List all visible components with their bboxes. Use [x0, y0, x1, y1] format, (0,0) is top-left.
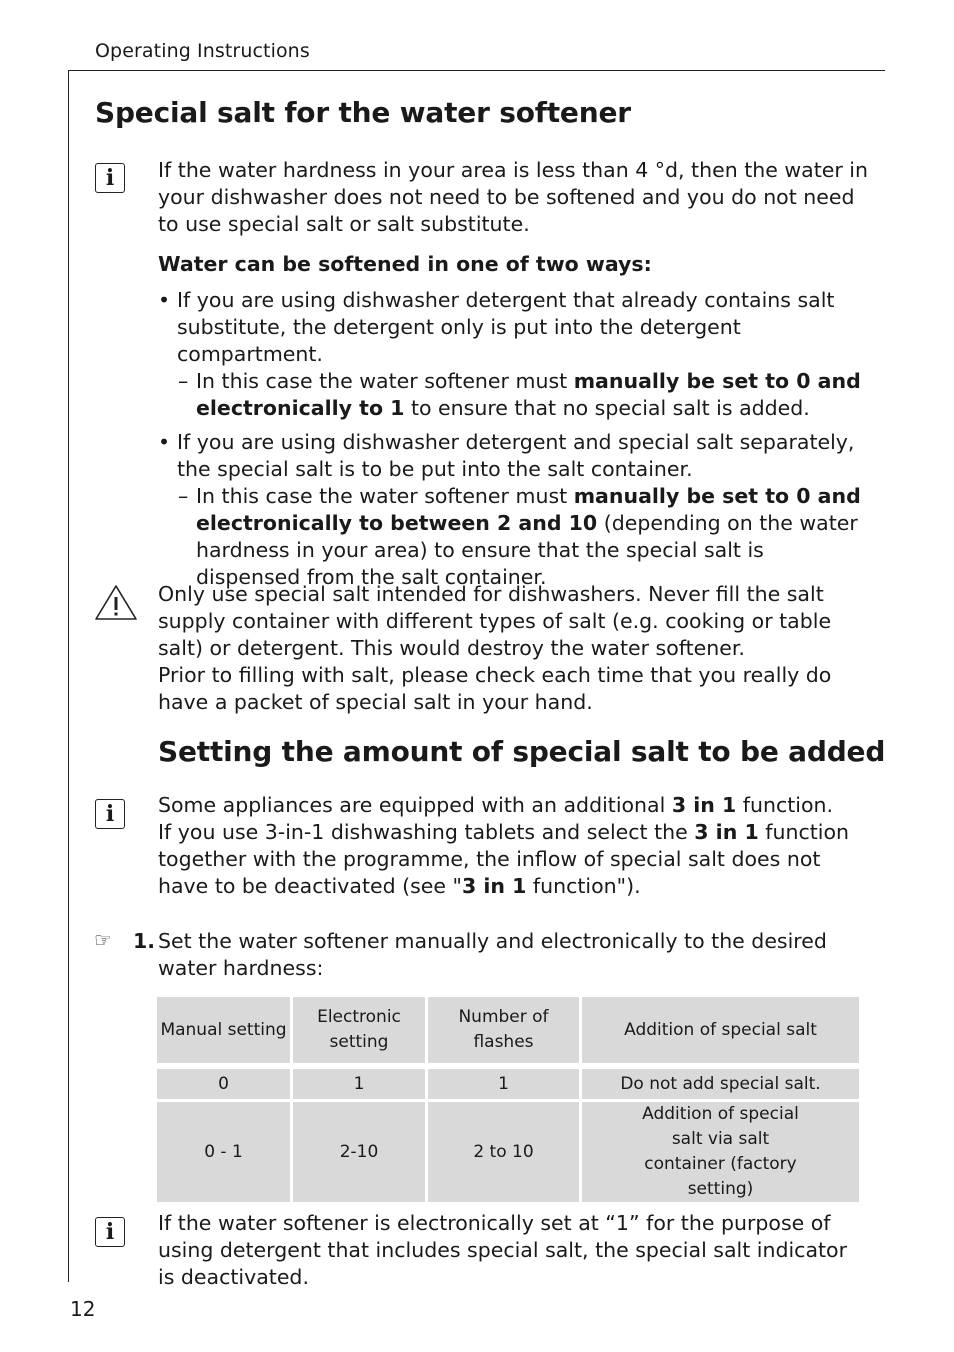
table-row [157, 1102, 859, 1202]
way1-bullet-text: If you are using dishwasher detergent that already contains salt substitute, the detergent only is put into the detergent compartment. [177, 288, 835, 366]
info-paragraph-indicator: If the water softener is electronically set at “1” for the purpose of using detergent that includes special salt, the special salt indicator is deactivated. [158, 1211, 848, 1289]
section-title-special-salt: Special salt for the water softener [95, 96, 631, 129]
warning-text-2: Prior to filling with salt, please check each time that you really do have a packet of special salt in your hand. [158, 663, 832, 714]
section-header-label: Operating Instructions [95, 40, 310, 62]
list-item-way2: • If you are using dishwasher detergent and special salt separately, the special salt is to be put into the salt container. [158, 430, 855, 481]
table-cell: 0 - 1 [157, 1102, 290, 1202]
margin-rule [68, 70, 69, 1282]
header-rule [68, 70, 885, 71]
table-cell: Do not add special salt. [579, 1069, 859, 1102]
way2-dash-post: (depending on the water hardness in your area) to ensure that the special salt is dispensed from the salt container. [196, 511, 858, 589]
table-cell: 1 [425, 1069, 579, 1102]
info-paragraph-3in1 [158, 792, 868, 900]
list-subitem-way1: – In this case the water softener must manually be set to 0 and electronically to 1 to ensure that no special salt is added. [178, 369, 861, 420]
way1-dash-bold: manually be set to 0 and electronically to 1 [196, 369, 861, 420]
info-icon: i [95, 1217, 125, 1247]
way1-dash-pre: In this case the water softener must [196, 369, 574, 393]
way2-bullet-text: If you are using dishwasher detergent and special salt separately, the special salt is to be put into the salt container. [177, 430, 855, 481]
way2-dash-pre: In this case the water softener must [196, 484, 574, 508]
step-text: Set the water softener manually and electronically to the desired water hardness: [158, 929, 827, 980]
table-header-row [157, 997, 859, 1063]
table-cell: 2-10 [290, 1102, 425, 1202]
table-cell: 0 [157, 1069, 290, 1102]
step-number: 1. [133, 929, 156, 953]
info-text-hardness: If the water hardness in your area is less than 4 °d, then the water in your dishwasher does not need to be softened and you do not need to use special salt or salt substitute. [158, 158, 868, 236]
warning-text-1: Only use special salt intended for dishwashers. Never fill the salt supply container with different types of salt (e.g. cooking or table salt) or detergent. This would destroy the water softener. [158, 582, 832, 660]
table-cell: 2 to 10 [425, 1102, 579, 1202]
section-title-setting-amount: Setting the amount of special salt to be added [158, 735, 886, 768]
warning-paragraph [158, 581, 868, 716]
page-number: 12 [70, 1297, 96, 1321]
table-header-cell: Manual setting [157, 997, 290, 1063]
info-3in1-line-a: Some appliances are equipped with an additional 3 in 1 function. [158, 793, 834, 817]
list-item-way1: • If you are using dishwasher detergent that already contains salt substitute, the detergent only is put into the detergent compartment. [158, 288, 835, 366]
water-softener-settings-table [157, 997, 859, 1202]
table-row [157, 1069, 859, 1102]
pointing-hand-icon: ☞ [94, 928, 112, 952]
warning-triangle-icon [94, 584, 138, 622]
way2-dash-bold: manually be set to 0 and electronically to between 2 and 10 [196, 484, 861, 535]
table-header-cell: Electronic setting [290, 997, 425, 1063]
info-paragraph-hardness [158, 157, 868, 238]
table-cell: 1 [290, 1069, 425, 1102]
info-icon: i [95, 799, 125, 829]
table-cell: Addition of special salt via salt container (factory setting) [579, 1102, 859, 1202]
way1-dash-post: to ensure that no special salt is added. [404, 396, 810, 420]
table-header-cell: Addition of special salt [579, 997, 859, 1063]
ways-block [158, 251, 868, 591]
ways-heading: Water can be softened in one of two ways: [158, 252, 652, 276]
list-subitem-way2: – In this case the water softener must manually be set to 0 and electronically to between 2 and 10 (depending on the water hardness in your area) to ensure that the special salt is dispensed from the salt container. [178, 484, 861, 589]
info-icon: i [95, 163, 125, 193]
info-3in1-line-b: If you use 3-in-1 dishwashing tablets and select the 3 in 1 function together with the programme, the inflow of special salt does not have to be deactivated (see "3 in 1 function"). [158, 820, 849, 898]
table-header-cell: Number of flashes [425, 997, 579, 1063]
